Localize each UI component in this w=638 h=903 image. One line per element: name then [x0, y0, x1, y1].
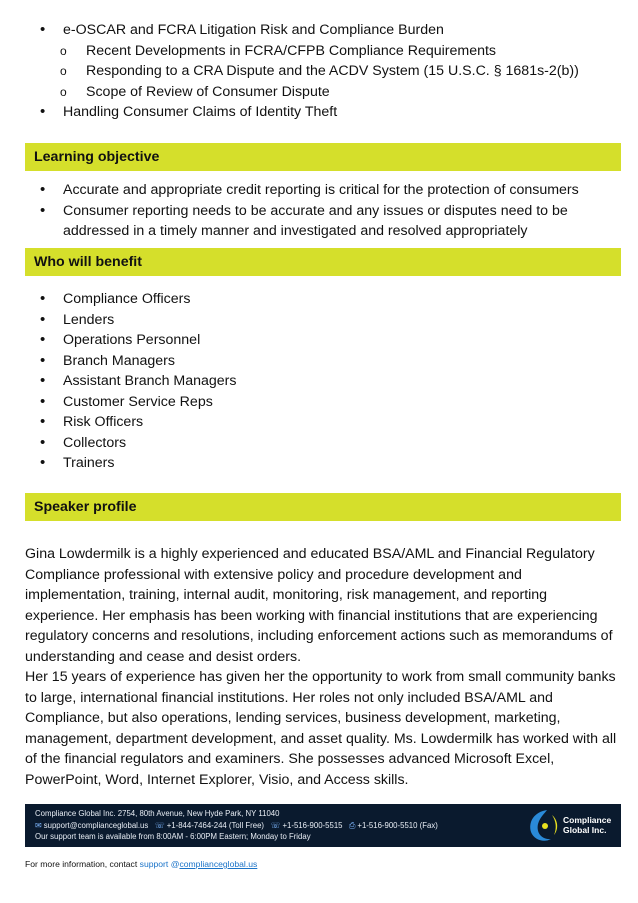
- phone-icon: ☏: [270, 820, 281, 830]
- domain-link[interactable]: complianceglobal.us: [179, 859, 258, 869]
- toll-free-number[interactable]: +1-844-7464-244 (Toll Free): [166, 820, 265, 830]
- agenda-sublist-wrap: [40, 41, 600, 103]
- at-sign: @: [170, 859, 180, 869]
- benefit-item: • Trainers: [40, 453, 440, 474]
- logo-swirl-icon: [525, 807, 563, 844]
- support-email[interactable]: support@complianceglobal.us: [43, 820, 149, 830]
- support-hours: Our support team is available from 8:00AM - 6:00PM Eastern; Monday to Friday: [35, 832, 311, 841]
- fax-number: +1-516-900-5510 (Fax): [357, 820, 438, 830]
- speaker-bio-paragraph-2: Her 15 years of experience has given her the opportunity to work from small community banks to large, international financial institutions. Her roles not only included BSA/AML and Compliance, but also operations, lending services, business development, marketing, management, department development, and asset quality. Ms. Lowdermilk has worked with all of the financial regulators and examiners. She possesses advanced Microsoft Excel, PowerPoint, Word, Internet Explorer, Visio, and Access skills.: [25, 669, 617, 788]
- benefit-item: • Risk Officers: [40, 412, 440, 433]
- benefit-item: • Assistant Branch Managers: [40, 371, 440, 392]
- email-icon: ✉: [35, 820, 42, 830]
- contact-banner: [25, 804, 621, 847]
- agenda-subitem: o Recent Developments in FCRA/CFPB Compliance Requirements: [63, 41, 600, 62]
- company-address: Compliance Global Inc. 2754, 80th Avenue, New Hyde Park, NY 11040: [35, 809, 280, 818]
- contact-lines: [35, 808, 438, 843]
- benefit-item: • Lenders: [40, 310, 440, 331]
- speaker-bio-paragraph-1: Gina Lowdermilk is a highly experienced and educated BSA/AML and Financial Regulatory Compliance professional with extensive policy and procedure development and implementation, training, internal audit, monitoring, risk management, and reporting experience. Her emphasis has been working with financial institutions that are experiencing regulatory concerns and resolutions, including enforcement actions such as memorandums of understanding and cease and desist orders.: [25, 546, 613, 665]
- contact-row: [35, 820, 438, 832]
- speaker-profile-heading: Speaker profile: [25, 493, 621, 521]
- learning-item: • Consumer reporting needs to be accurate and any issues or disputes need to be addressed in a timely manner and investigated and resolved appropriately: [40, 201, 615, 242]
- benefit-list: [40, 289, 440, 474]
- phone-number[interactable]: +1-516-900-5515: [282, 820, 343, 830]
- learning-objective-heading: Learning objective: [25, 143, 621, 171]
- agenda-sublist: [40, 41, 600, 103]
- footer-contact: [25, 859, 257, 869]
- agenda-item: • e-OSCAR and FCRA Litigation Risk and Compliance Burden: [40, 20, 600, 41]
- learning-list: [40, 180, 615, 242]
- benefit-item: • Operations Personnel: [40, 330, 440, 351]
- agenda-list: [40, 20, 600, 123]
- support-link[interactable]: support: [139, 859, 169, 869]
- agenda-item: • Handling Consumer Claims of Identity Theft: [40, 102, 600, 123]
- footer-text: For more information, contact: [25, 859, 138, 869]
- agenda-subitem: o Scope of Review of Consumer Dispute: [63, 82, 600, 103]
- agenda-subitem: o Responding to a CRA Dispute and the ACDV System (15 U.S.C. § 1681s-2(b)): [63, 61, 600, 82]
- who-will-benefit-heading: Who will benefit: [25, 248, 621, 276]
- learning-item: • Accurate and appropriate credit reporting is critical for the protection of consumers: [40, 180, 615, 201]
- phone-icon: ☏: [154, 820, 165, 830]
- fax-icon: ⎙: [349, 820, 356, 830]
- benefit-item: • Compliance Officers: [40, 289, 440, 310]
- logo-text: Compliance Global Inc.: [563, 815, 612, 835]
- benefit-item: • Collectors: [40, 433, 440, 454]
- benefit-item: • Customer Service Reps: [40, 392, 440, 413]
- compliance-global-logo: [525, 807, 615, 844]
- benefit-item: • Branch Managers: [40, 351, 440, 372]
